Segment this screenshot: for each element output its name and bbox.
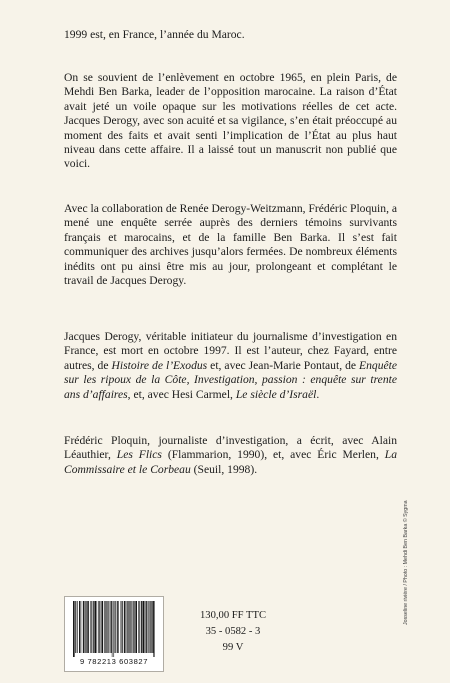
barcode-bar — [131, 601, 132, 653]
barcode-bar — [83, 601, 84, 653]
barcode-bar — [101, 601, 102, 653]
photo-credit — [402, 500, 410, 625]
collaboration-paragraph: Avec la collaboration de Renée Derogy-Weitzmann, Frédéric Ploquin, a mené une enquête serrée auprès des derniers témoins survivants français et marocains, et de la famille Ben Barka. Il s’est fait communiquer des archives jusqu’alors fermées. De nombreux éléments inédits ont pu ainsi être mis au jour, prolongeant et complétant le travail de Jacques Derogy. — [64, 202, 398, 288]
barcode-bar — [148, 601, 149, 653]
barcode-bar — [85, 601, 86, 653]
barcode-bar — [122, 601, 123, 653]
barcode-bar — [130, 601, 131, 653]
barcode-bar — [115, 601, 116, 653]
barcode-bar — [95, 601, 96, 653]
barcode-bar — [99, 601, 100, 653]
bio-text: (Seuil, 1998). — [190, 462, 258, 476]
barcode-bar — [86, 601, 87, 653]
barcode-bars — [73, 601, 155, 657]
barcode-bar — [79, 601, 80, 653]
barcode-bar — [139, 601, 140, 653]
reference-code: 35 - 0582 - 3 — [205, 626, 261, 637]
barcode-bar — [88, 601, 89, 653]
barcode-bar — [153, 601, 154, 657]
barcode-bar — [103, 601, 104, 653]
book-title: Le siècle d’Israël — [235, 387, 317, 401]
barcode-bar — [125, 601, 126, 653]
barcode-bar — [104, 601, 105, 653]
barcode-bar — [93, 601, 94, 653]
barcode-digits: 9 782213 603827 — [79, 657, 149, 666]
barcode-bar — [105, 601, 106, 653]
barcode-bar — [100, 601, 101, 653]
barcode-bar — [97, 601, 98, 653]
bio-text: Jacques Derogy, véritable initiateur du journalisme d’investigation en France, est mort en octobre 1997. Il est l’auteur, chez Fayard, entre autres, de — [64, 330, 397, 372]
bio-text: , et, avec Hesi Carmel, — [127, 387, 236, 401]
barcode-bar — [111, 601, 112, 653]
barcode-bar — [77, 601, 78, 653]
barcode-bar — [124, 601, 125, 653]
barcode-bar — [138, 601, 139, 653]
barcode-bar — [153, 601, 154, 653]
barcode — [64, 596, 164, 672]
barcode-bar — [121, 601, 122, 653]
barcode-bar — [83, 601, 84, 653]
barcode-bar — [91, 601, 92, 653]
barcode-bar — [146, 601, 147, 653]
bio-text: (Flammarion, 1990), et, avec Éric Merlen, — [161, 448, 385, 462]
barcode-bar — [136, 601, 137, 653]
book-title: Histoire de l’Exodus — [111, 358, 208, 372]
barcode-bar — [110, 601, 111, 653]
barcode-bar — [117, 601, 118, 653]
barcode-bar — [152, 601, 153, 653]
barcode-bar — [75, 601, 76, 653]
barcode-bar — [102, 601, 103, 653]
intro-line: 1999 est, en France, l’année du Maroc. — [64, 28, 245, 41]
barcode-bar — [81, 601, 82, 653]
barcode-bar — [133, 601, 134, 653]
book-title: La Commissaire et le Corbeau — [64, 448, 398, 476]
barcode-bar — [141, 601, 142, 653]
barcode-bar — [147, 601, 148, 653]
barcode-bar — [141, 601, 142, 653]
barcode-bar — [127, 601, 128, 653]
barcode-bar — [133, 601, 134, 653]
barcode-bar — [142, 601, 143, 653]
barcode-bar — [111, 601, 112, 653]
barcode-bar — [127, 601, 128, 653]
bio-text: et, avec Jean-Marie Pontaut, de — [207, 358, 360, 372]
barcode-bar — [108, 601, 109, 653]
barcode-bar — [115, 601, 116, 653]
barcode-bar — [112, 601, 113, 657]
price-text: 130,00 FF TTC — [199, 610, 267, 621]
barcode-bar — [74, 601, 75, 657]
edition-code: 99 V — [222, 642, 244, 653]
book-title: Les Flics — [116, 448, 162, 462]
barcode-bar — [106, 601, 107, 653]
barcode-bar — [146, 601, 147, 653]
price-block — [188, 608, 278, 656]
barcode-bar — [128, 601, 129, 653]
summary-paragraph: On se souvient de l’enlèvement en octobre 1965, en plein Paris, de Mehdi Ben Barka, leader de l’opposition marocaine. La raison d’État avait jeté un voile opaque sur les motivations réelles de cet acte. Jacques Derogy, avec son acuité et sa vigilance, s’en était préoccupé au moment des faits et avait senti l’implication de l’État au plus haut niveau dans cette affaire. Il a laissé tout un manuscrit non publié que voici. — [64, 71, 397, 171]
barcode-bar — [84, 601, 85, 653]
photo-credit-text: Josseline rivière / Photo : Mehdi Ben Barka © Sygma — [403, 500, 409, 625]
barcode-bar — [145, 601, 146, 653]
barcode-bar — [113, 601, 114, 657]
barcode-bar — [150, 601, 151, 653]
author-derogy-bio — [64, 330, 397, 402]
barcode-bar — [124, 601, 125, 653]
barcode-bar — [129, 601, 130, 653]
barcode-bar — [150, 601, 151, 653]
book-title: Enquête sur les ripoux de la Côte, Investigation, passion : enquête sur trente ans d’affaires — [64, 358, 398, 401]
bio-text: . — [316, 387, 320, 401]
barcode-bar — [95, 601, 96, 653]
barcode-bar — [107, 601, 108, 653]
barcode-bar — [73, 601, 74, 657]
barcode-bar — [134, 601, 135, 653]
barcode-bar — [93, 601, 94, 653]
bio-text: Frédéric Ploquin, journaliste d’investigation, a écrit, avec Alain Léauthier, — [64, 434, 397, 462]
barcode-bar — [136, 601, 137, 653]
barcode-bar — [144, 601, 145, 653]
barcode-bar — [90, 601, 91, 653]
barcode-bar — [122, 601, 123, 653]
barcode-bar — [135, 601, 136, 653]
barcode-bar — [154, 601, 155, 657]
barcode-bar — [74, 601, 75, 657]
barcode-bar — [94, 601, 95, 653]
barcode-bar — [98, 601, 99, 653]
barcode-bar — [118, 601, 119, 653]
barcode-bar — [117, 601, 118, 653]
author-ploquin-bio — [64, 434, 397, 477]
barcode-bar — [76, 601, 77, 653]
barcode-bar — [88, 601, 89, 653]
barcode-bar — [143, 601, 144, 653]
barcode-bar — [80, 601, 81, 653]
barcode-bar — [87, 601, 88, 653]
barcode-bar — [151, 601, 152, 653]
